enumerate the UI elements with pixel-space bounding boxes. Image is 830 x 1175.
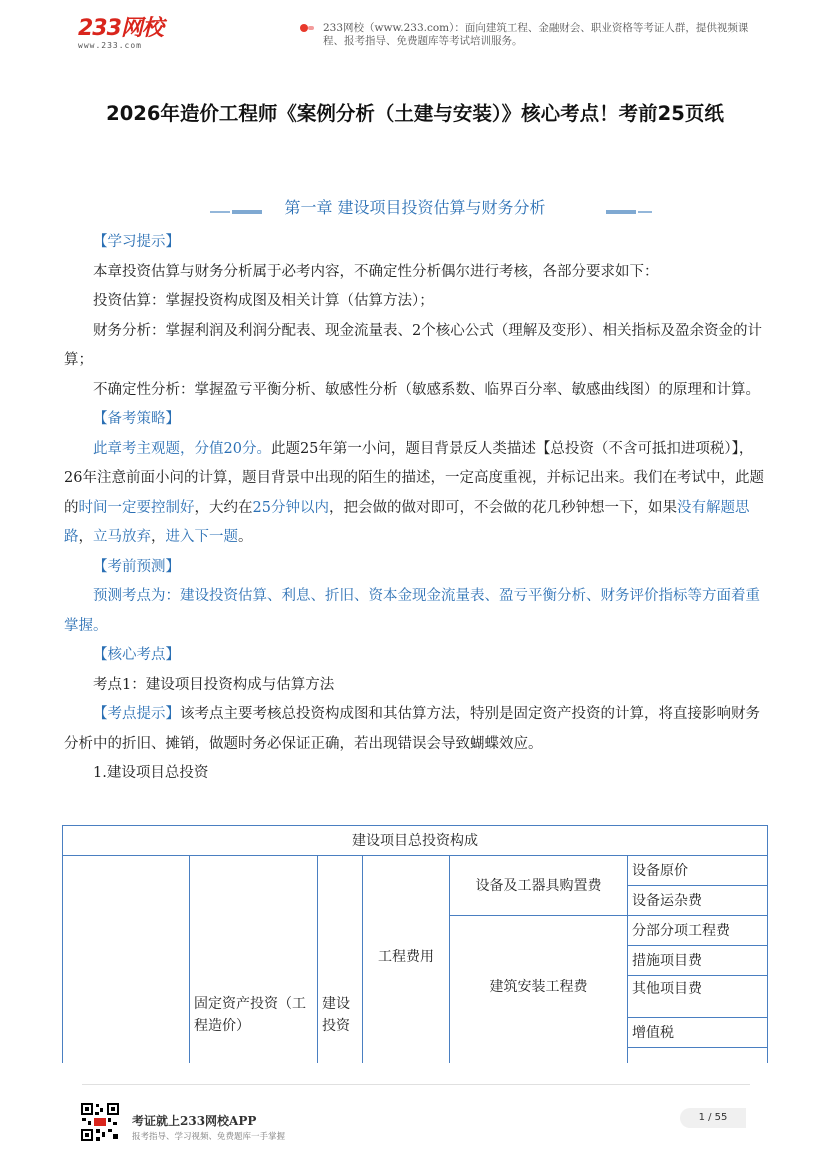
logo-text: 233网校	[78, 16, 163, 41]
text-span: 。	[238, 529, 253, 545]
point-tip-heading: 【考点提示】	[93, 706, 180, 722]
strategy-paragraph	[64, 435, 768, 553]
bullet-dot-icon	[308, 26, 314, 30]
text-span: ，	[151, 529, 166, 545]
text-span: 此题25年第一小问，题目背景反人类描述【总投资（不含可抵扣进项税）】，26年注意前面小问的计算，题目背景中出现的陌生的描述，一定高度重视，并标记出来。我们在考试中，此题的	[64, 440, 764, 516]
page-header	[0, 0, 830, 60]
table-cell-equipment: 设备及工器具购置费	[450, 856, 628, 916]
text-span: 该考点主要考核总投资构成图和其估算方法，特别是固定资产投资的计算，将直接影响财务分析中的折旧、摊销，做题时务必保证正确，若出现错误会导致蝴蝶效应。	[64, 706, 760, 752]
page-number: 1 / 55	[680, 1108, 746, 1128]
highlight-text: 时间一定要控制好	[78, 499, 195, 516]
highlight-text: 进入下一题	[165, 529, 238, 545]
table-cell-engineering-cost: 工程费用	[363, 856, 450, 1078]
decorative-arrow-right-icon	[606, 210, 652, 214]
table-cell-item: 措施项目费	[628, 946, 768, 976]
table-cell-item: 设备原价	[628, 856, 768, 886]
list-item: 1.建设项目总投资	[93, 765, 209, 781]
table-cell-building: 建筑安装工程费	[450, 916, 628, 1078]
document-body	[64, 228, 768, 789]
paragraph: 不确定性分析：掌握盈亏平衡分析、敏感性分析（敏感系数、临界百分率、敏感曲线图）的原理和计算。	[93, 381, 760, 398]
table-cell-item: 其他项目费	[628, 976, 768, 1018]
point-tip-paragraph	[64, 700, 768, 759]
chapter-heading: 第一章 建设项目投资估算与财务分析	[284, 198, 546, 217]
table-cell-empty	[63, 856, 190, 1078]
text-span: ，大约在	[194, 499, 253, 516]
forecast-heading: 【考前预测】	[93, 558, 180, 575]
table-caption: 建设项目总投资构成	[63, 826, 768, 856]
highlight-text: 没有解题思路	[64, 499, 750, 545]
logo[interactable]	[78, 18, 163, 50]
investment-table-wrapper	[62, 825, 768, 1078]
paragraph: 投资估算：掌握投资构成图及相关计算（估算方法）；	[93, 293, 434, 309]
text-span: ，把会做的做对即可，不会做的花几秒钟想一下，如果	[328, 499, 677, 516]
qr-code-icon[interactable]	[80, 1102, 120, 1142]
footer-title: 考证就上233网校APP	[132, 1114, 257, 1128]
study-tip-heading: 【学习提示】	[93, 234, 180, 250]
text-span: ，	[78, 529, 93, 545]
investment-table	[62, 825, 768, 1078]
table-cell-construction-investment: 建设投资	[318, 856, 363, 1078]
footer-subtitle: 报考指导、学习视频、免费题库一手掌握	[132, 1132, 286, 1142]
paragraph: 本章投资估算与财务分析属于必考内容，不确定性分析偶尔进行考核，各部分要求如下：	[93, 263, 659, 280]
header-description: 233网校（www.233.com）：面向建筑工程、金融财会、职业资格等考证人群，提供视频课程、报考指导、免费题库等考试培训服务。	[323, 22, 749, 47]
table-cell-item: 增值税	[628, 1018, 768, 1048]
strategy-heading: 【备考策略】	[93, 411, 180, 427]
table-cell-fixed-assets: 固定资产投资（工程造价）	[190, 856, 318, 1078]
footer-divider	[82, 1084, 750, 1085]
table-cell-item: 设备运杂费	[628, 886, 768, 916]
highlight-text: 此章考主观题，分值20分。	[93, 440, 271, 457]
page-title: 2026年造价工程师《案例分析（土建与安装）》核心考点！考前25页纸	[106, 102, 724, 125]
highlight-text: 立马放弃	[93, 529, 151, 545]
highlight-text: 25分钟以内	[252, 499, 329, 516]
forecast-paragraph: 预测考点为：建设投资估算、利息、折旧、资本金现金流量表、盈亏平衡分析、财务评价指标等方面着重掌握。	[64, 588, 760, 634]
core-heading: 【核心考点】	[93, 647, 180, 663]
paragraph: 财务分析：掌握利润及利润分配表、现金流量表、2个核心公式（理解及变形）、相关指标及盈余资金的计算；	[64, 322, 762, 368]
logo-url: www.233.com	[78, 41, 142, 50]
core-item: 考点1：建设项目投资构成与估算方法	[93, 676, 335, 693]
table-cell-item: 分部分项工程费	[628, 916, 768, 946]
bullet-dot-icon	[300, 24, 308, 32]
